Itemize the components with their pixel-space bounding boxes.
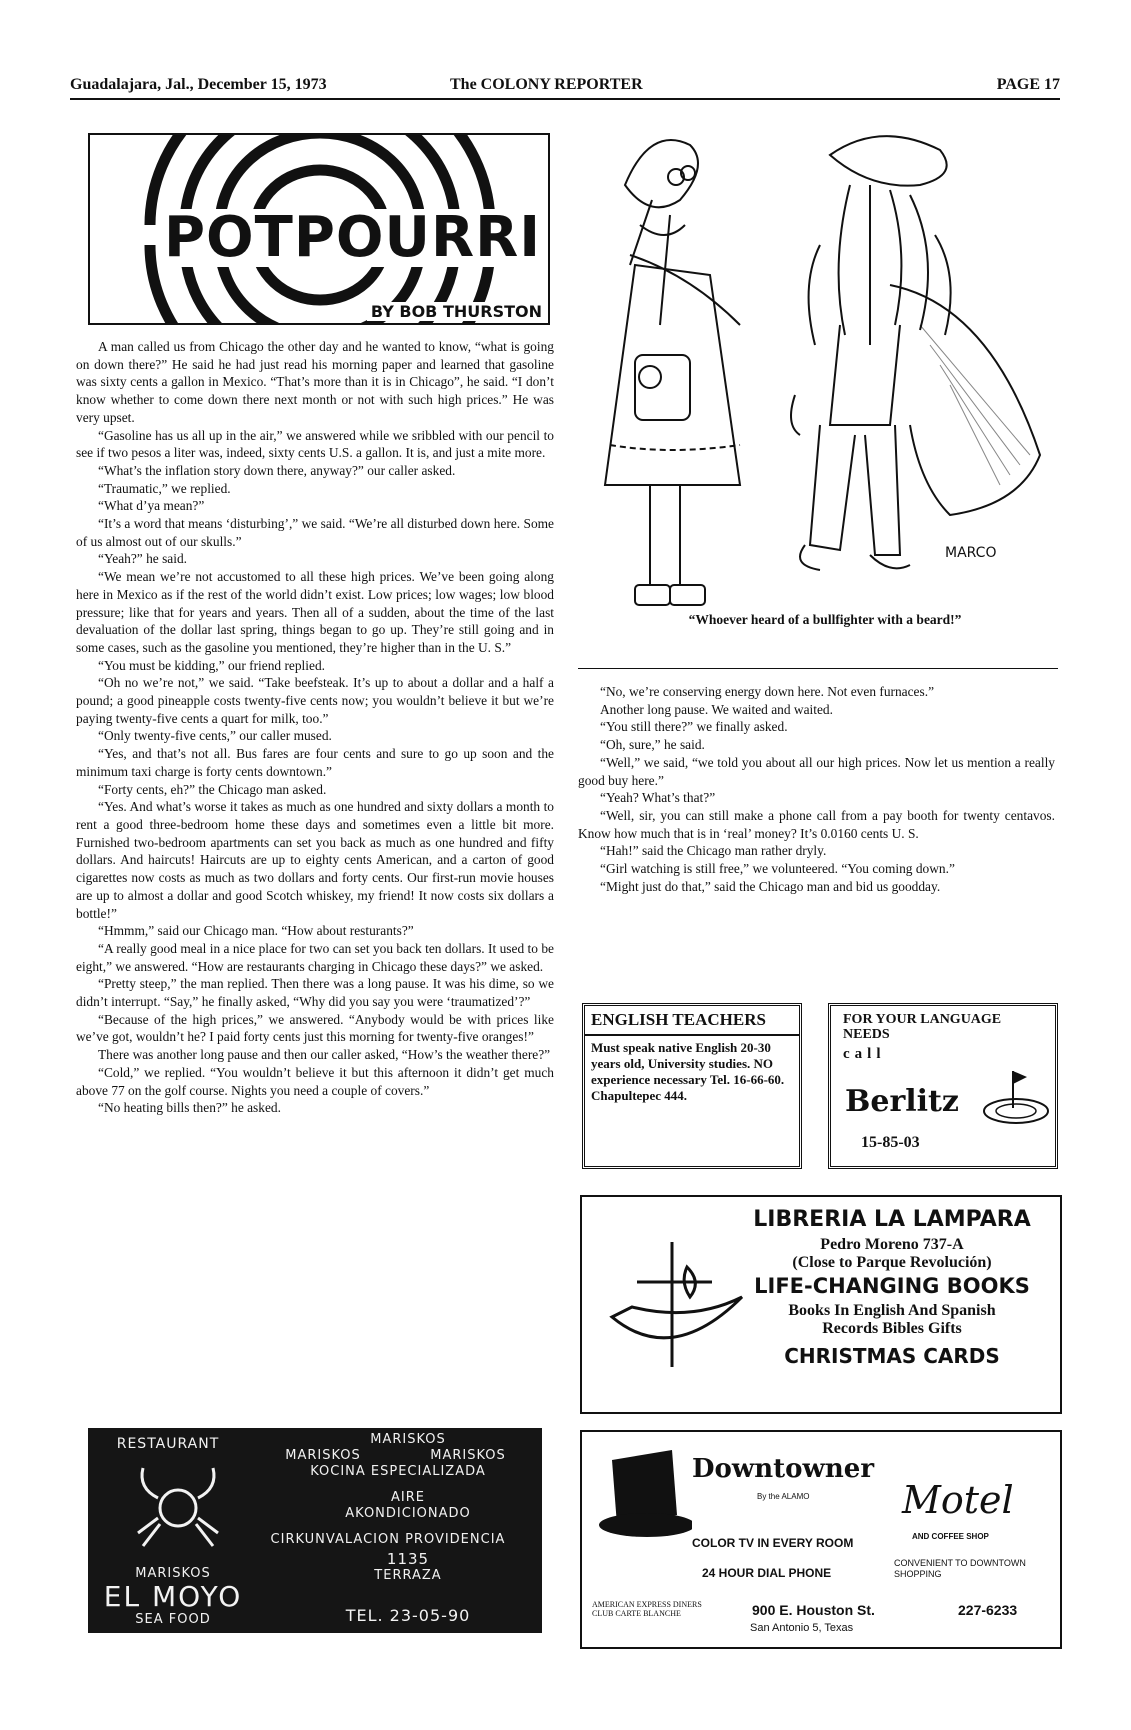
libreria-address: Pedro Moreno 737-A (820, 1236, 964, 1253)
berlitz-logo: Berlitz (845, 1084, 959, 1119)
motel-coffee-shop: AND COFFEE SHOP (912, 1532, 989, 1541)
teachers-ad-body: Must speak native English 20-30 years old, University studies. NO experience necessary Tel. 16-66-60. Chapultepec 444. (591, 1040, 785, 1103)
restaurant-label: RESTAURANT (116, 1436, 220, 1452)
motel-dial-phone: 24 HOUR DIAL PHONE (702, 1566, 832, 1580)
column-byline: BY BOB THURSTON (367, 302, 542, 321)
article-paragraph: “Well, sir, you can still make a phone call from a pay booth for twenty centavos. Know how much that is in ‘real’ money? It’s 0.0160 cents U. S. (578, 807, 1055, 841)
article-paragraph: “Traumatic,” we replied. (98, 480, 231, 496)
article-paragraph: “Oh, sure,” he said. (600, 737, 705, 753)
berlitz-call: call (843, 1046, 886, 1062)
article-paragraph: “Only twenty-five cents,” our caller mused. (98, 728, 332, 744)
article-paragraph: “Yeah? What’s that?” (600, 790, 716, 806)
restaurant-name: EL MOYO (103, 1580, 243, 1613)
motel-by-alamo: By the ALAMO (757, 1492, 810, 1501)
article-paragraph: “You must be kidding,” our friend replied. (98, 657, 325, 673)
libreria-languages: Books In English And Spanish (788, 1302, 996, 1319)
article-paragraph: “Oh no we’re not,” we said. “Take beefsteak. It’s up to about a dollar and a half a pound; a good pineapple costs twenty-five cents now; you wouldn’t believe it but we’re paying twenty-five cents a quart for milk, too.” (76, 675, 554, 726)
divider (578, 668, 1058, 669)
article-paragraph: Another long pause. We waited and waited. (600, 701, 833, 717)
downtowner-motel-ad (580, 1430, 1062, 1649)
libreria-items: Records Bibles Gifts (822, 1320, 962, 1337)
article-paragraph: “A really good meal in a nice place for two can set you back ten dollars. It used to be eight,” we answered. “How are restaurants charging in Chicago these days?” we asked. (76, 940, 554, 974)
masthead (70, 74, 1060, 100)
restaurant-mariskos-top: MARISKOS (370, 1432, 446, 1447)
article-paragraph: “Gasoline has us all up in the air,” we answered while we sribbled with our pencil to see if two pesos a liter was, indeed, sixty cents U.S. a gallon. It is, and just a mite more. (76, 427, 554, 461)
berlitz-headline: FOR YOUR LANGUAGE NEEDS (843, 1012, 1002, 1042)
motel-convenient: CONVENIENT TO DOWNTOWN SHOPPING (894, 1558, 1026, 1579)
restaurant-seafood: SEA FOOD (135, 1612, 211, 1627)
cartoonist-signature: MARCO (945, 545, 997, 561)
masthead-date: Guadalajara, Jal., December 15, 1973 (70, 76, 327, 93)
article-paragraph: “Yeah?” he said. (98, 551, 187, 567)
article-paragraph: “Yes. And what’s worse it takes as much as one hundred and sixty dollars a month to rent a good three-bedroom home these days and sometimes even a little bit more. Furnished two-bedroom apartments can set you back as much as one hundred and fifty dollars. And haircuts! Haircuts are up to eighty cents American, and a carton of good cigarettes now costs as much as two dollars and forty cents. Our first-run movie houses are up to almost a dollar and good Scotch whiskey, my friend! It now costs six dollars a bottle!” (76, 799, 554, 921)
restaurant-kocina: KOCINA ESPECIALIZADA (310, 1464, 486, 1479)
english-teachers-ad (582, 1003, 802, 1169)
motel-color-tv: COLOR TV IN EVERY ROOM (692, 1536, 854, 1550)
restaurant-mariskos-right: MARISKOS (430, 1448, 506, 1463)
article-paragraph: “Because of the high prices,” we answered. “Anybody would be with prices like we’ve got, wouldn’t he? I paid forty cents just this morning for twenty-five oranges!” (76, 1011, 554, 1045)
restaurant-mariskos-logo: MARISKOS (135, 1566, 211, 1581)
article-paragraph: “No heating bills then?” he asked. (98, 1100, 281, 1116)
top-hat-icon (592, 1440, 692, 1550)
libreria-ad (580, 1195, 1062, 1414)
article-paragraph: A man called us from Chicago the other day and he wanted to know, “what is going on down there?” He said he had just read his morning paper and learned that gasoline was sixty cents a gallon in Mexico. “That’s more than it is in Chicago”, he said. “I don’t know whether to come down there next month or not with such high prices.” He was very upset. (76, 339, 554, 425)
globe-flag-icon (981, 1066, 1051, 1126)
el-moyo-restaurant-ad (88, 1428, 542, 1633)
article-paragraph: “You still there?” we finally asked. (600, 719, 788, 735)
restaurant-mariskos-left: MARISKOS (285, 1448, 361, 1463)
article-paragraph: “Cold,” we replied. “You wouldn’t believe it but this afternoon it didn’t get much above 77 on the golf course. Nights you need a couple of covers.” (76, 1064, 554, 1098)
article-right-column (578, 683, 1055, 973)
motel-city: San Antonio 5, Texas (750, 1622, 854, 1634)
column-title: POTPOURRI (160, 209, 545, 267)
restaurant-terraza: TERRAZA (374, 1568, 442, 1583)
article-paragraph: “Forty cents, eh?” the Chicago man asked. (98, 781, 327, 797)
article-paragraph: “Girl watching is still free,” we volunteered. “You coming down.” (600, 861, 955, 877)
teachers-ad-title: ENGLISH TEACHERS (585, 1006, 799, 1036)
cartoon-caption: “Whoever heard of a bullfighter with a beard!” (688, 612, 962, 627)
article-paragraph: “Might just do that,” said the Chicago man and bid us goodday. (600, 878, 941, 894)
article-paragraph: “Pretty steep,” the man replied. Then there was a long pause. It was his dime, so we didn’t interrupt. “Say,” he finally asked, “Why did you say you were ‘traumatized’?” (76, 976, 554, 1010)
article-paragraph: “We mean we’re not accustomed to all these high prices. We’ve been going along here in Mexico as if the rest of the world didn’t exist. Low prices; low wages; low blood pressure; like that for years and years. Then all of a sudden, about the time of the last devaluation of the dollar last spring, things began to go up. They’re still going and in some cases, such as the gasoline you mentioned, they’re higher than in the U. S.” (76, 569, 554, 655)
restaurant-akondicionado: AKONDICIONADO (345, 1506, 471, 1521)
libreria-name: LIBRERIA LA LAMPARA (753, 1207, 1031, 1232)
cartoon-illustration (590, 125, 1060, 635)
article-paragraph: “Hmmm,” said our Chicago man. “How about resturants?” (98, 923, 414, 939)
berlitz-phone: 15-85-03 (861, 1134, 920, 1151)
libreria-slogan: LIFE-CHANGING BOOKS (754, 1274, 1030, 1298)
motel-address: 900 E. Houston St. (752, 1602, 875, 1618)
article-paragraph: “Well,” we said, “we told you about all our high prices. Now let us mention a really good buy here.” (578, 754, 1055, 788)
libreria-christmas-cards: CHRISTMAS CARDS (784, 1344, 1000, 1368)
berlitz-ad (828, 1003, 1058, 1169)
article-paragraph: There was another long pause and then our caller asked, “How’s the weather there?” (98, 1047, 551, 1063)
masthead-paper-name: The COLONY REPORTER (450, 76, 643, 93)
motel-brand-primary: Downtowner (692, 1454, 875, 1484)
libreria-location-note: (Close to Parque Revolución) (792, 1254, 992, 1271)
restaurant-phone: TEL. 23-05-90 (345, 1606, 471, 1625)
restaurant-address-number: 1135 (386, 1550, 430, 1568)
article-paragraph: “What’s the inflation story down there, anyway?” our caller asked. (98, 462, 456, 478)
motel-cards-accepted: AMERICAN EXPRESS DINERS CLUB CARTE BLANCHE (592, 1600, 702, 1618)
article-paragraph: “Hah!” said the Chicago man rather dryly. (600, 843, 827, 859)
crab-logo-icon (128, 1458, 228, 1558)
article-paragraph: “It’s a word that means ‘disturbing’,” we said. “We’re all disturbed down here. Some of us almost out of our skulls.” (76, 516, 554, 549)
motel-brand-script: Motel (902, 1478, 1014, 1522)
article-paragraph: “Yes, and that’s not all. Bus fares are four cents and sure to go up soon and the minimum taxi charge is forty cents downtown.” (76, 746, 554, 779)
article-left-column (76, 338, 554, 1388)
article-paragraph: “No, we’re conserving energy down here. Not even furnaces.” (600, 684, 935, 699)
motel-phone: 227-6233 (958, 1602, 1018, 1618)
oil-lamp-icon (602, 1227, 752, 1367)
restaurant-aire: AIRE (391, 1490, 425, 1505)
masthead-page-number: PAGE 17 (996, 76, 1060, 93)
restaurant-address: CIRKUNVALACION PROVIDENCIA (270, 1532, 506, 1547)
article-paragraph: “What d’ya mean?” (98, 498, 205, 514)
column-header-logo (88, 133, 550, 325)
